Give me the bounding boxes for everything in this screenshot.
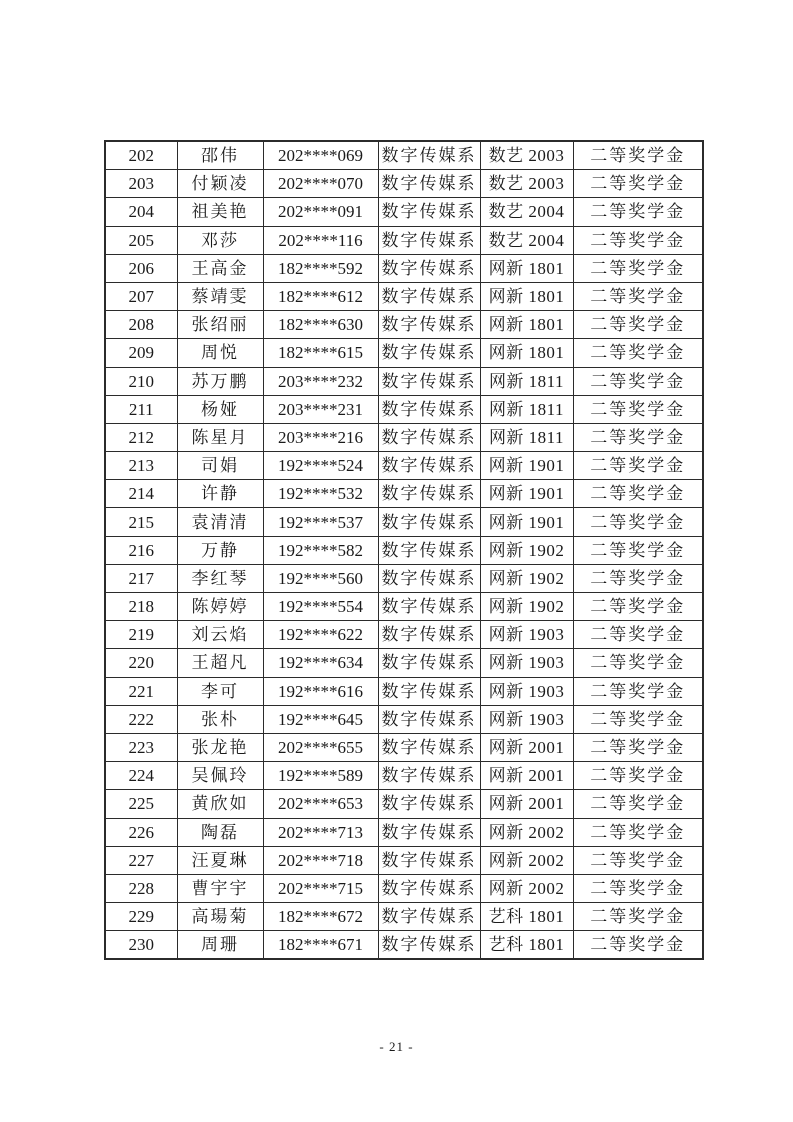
cell-class: 网新 1901: [480, 480, 573, 508]
cell-award: 二等奖学金: [573, 226, 703, 254]
cell-index: 215: [105, 508, 177, 536]
cell-student-id: 192****560: [263, 564, 378, 592]
table-row: [105, 452, 703, 480]
table-row: [105, 198, 703, 226]
table-row: [105, 762, 703, 790]
cell-department: 数字传媒系: [378, 649, 480, 677]
cell-name: 袁清清: [177, 508, 263, 536]
cell-class: 网新 1903: [480, 705, 573, 733]
table-row: [105, 141, 703, 170]
cell-index: 208: [105, 311, 177, 339]
cell-award: 二等奖学金: [573, 846, 703, 874]
table-body: [105, 141, 703, 959]
cell-award: 二等奖学金: [573, 367, 703, 395]
table-row: [105, 903, 703, 931]
cell-class: 网新 1801: [480, 339, 573, 367]
table-row: [105, 874, 703, 902]
cell-department: 数字传媒系: [378, 677, 480, 705]
table-row: [105, 733, 703, 761]
cell-index: 203: [105, 170, 177, 198]
cell-award: 二等奖学金: [573, 508, 703, 536]
cell-index: 211: [105, 395, 177, 423]
cell-name: 陶磊: [177, 818, 263, 846]
table-row: [105, 677, 703, 705]
cell-class: 网新 1902: [480, 593, 573, 621]
cell-student-id: 182****672: [263, 903, 378, 931]
cell-award: 二等奖学金: [573, 705, 703, 733]
cell-student-id: 192****589: [263, 762, 378, 790]
cell-name: 王超凡: [177, 649, 263, 677]
cell-department: 数字传媒系: [378, 874, 480, 902]
cell-award: 二等奖学金: [573, 818, 703, 846]
cell-award: 二等奖学金: [573, 649, 703, 677]
cell-index: 226: [105, 818, 177, 846]
cell-student-id: 202****091: [263, 198, 378, 226]
cell-class: 艺科 1801: [480, 931, 573, 960]
cell-department: 数字传媒系: [378, 141, 480, 170]
cell-student-id: 192****524: [263, 452, 378, 480]
cell-department: 数字传媒系: [378, 564, 480, 592]
cell-name: 李红琴: [177, 564, 263, 592]
cell-index: 214: [105, 480, 177, 508]
cell-student-id: 192****616: [263, 677, 378, 705]
cell-department: 数字传媒系: [378, 311, 480, 339]
cell-name: 邵伟: [177, 141, 263, 170]
cell-class: 艺科 1801: [480, 903, 573, 931]
cell-department: 数字传媒系: [378, 818, 480, 846]
cell-student-id: 192****554: [263, 593, 378, 621]
cell-name: 张龙艳: [177, 733, 263, 761]
table-row: [105, 339, 703, 367]
cell-student-id: 202****655: [263, 733, 378, 761]
cell-award: 二等奖学金: [573, 423, 703, 451]
cell-name: 万静: [177, 536, 263, 564]
cell-class: 网新 1902: [480, 564, 573, 592]
cell-class: 网新 2001: [480, 733, 573, 761]
cell-award: 二等奖学金: [573, 874, 703, 902]
cell-name: 蔡靖雯: [177, 282, 263, 310]
table-row: [105, 423, 703, 451]
cell-class: 网新 2002: [480, 874, 573, 902]
cell-award: 二等奖学金: [573, 170, 703, 198]
cell-department: 数字传媒系: [378, 536, 480, 564]
cell-name: 陈婷婷: [177, 593, 263, 621]
cell-award: 二等奖学金: [573, 903, 703, 931]
cell-index: 230: [105, 931, 177, 960]
cell-award: 二等奖学金: [573, 311, 703, 339]
cell-award: 二等奖学金: [573, 395, 703, 423]
cell-index: 221: [105, 677, 177, 705]
cell-award: 二等奖学金: [573, 254, 703, 282]
cell-student-id: 192****532: [263, 480, 378, 508]
cell-class: 网新 1801: [480, 254, 573, 282]
cell-class: 网新 1811: [480, 423, 573, 451]
table-row: [105, 536, 703, 564]
table-row: [105, 790, 703, 818]
cell-department: 数字传媒系: [378, 367, 480, 395]
cell-class: 网新 1801: [480, 282, 573, 310]
cell-department: 数字传媒系: [378, 170, 480, 198]
cell-class: 网新 1903: [480, 677, 573, 705]
cell-department: 数字传媒系: [378, 790, 480, 818]
cell-department: 数字传媒系: [378, 254, 480, 282]
cell-index: 225: [105, 790, 177, 818]
cell-student-id: 182****630: [263, 311, 378, 339]
page-number: - 21 -: [379, 1039, 414, 1054]
cell-class: 网新 1901: [480, 508, 573, 536]
cell-department: 数字传媒系: [378, 198, 480, 226]
cell-student-id: 182****671: [263, 931, 378, 960]
cell-name: 曹宇宇: [177, 874, 263, 902]
cell-name: 王高金: [177, 254, 263, 282]
cell-student-id: 202****653: [263, 790, 378, 818]
scholarship-table-container: [104, 140, 702, 960]
cell-award: 二等奖学金: [573, 282, 703, 310]
cell-name: 周珊: [177, 931, 263, 960]
cell-department: 数字传媒系: [378, 339, 480, 367]
cell-name: 刘云焰: [177, 621, 263, 649]
table-row: [105, 705, 703, 733]
cell-department: 数字传媒系: [378, 931, 480, 960]
cell-department: 数字传媒系: [378, 508, 480, 536]
cell-name: 张绍丽: [177, 311, 263, 339]
cell-index: 202: [105, 141, 177, 170]
cell-index: 207: [105, 282, 177, 310]
cell-student-id: 202****713: [263, 818, 378, 846]
cell-department: 数字传媒系: [378, 733, 480, 761]
table-row: [105, 621, 703, 649]
table-row: [105, 480, 703, 508]
cell-student-id: 192****622: [263, 621, 378, 649]
cell-index: 217: [105, 564, 177, 592]
scholarship-table: [104, 140, 704, 960]
cell-award: 二等奖学金: [573, 677, 703, 705]
cell-class: 数艺 2004: [480, 226, 573, 254]
cell-department: 数字传媒系: [378, 593, 480, 621]
cell-student-id: 192****645: [263, 705, 378, 733]
cell-student-id: 202****718: [263, 846, 378, 874]
cell-index: 209: [105, 339, 177, 367]
cell-department: 数字传媒系: [378, 423, 480, 451]
cell-index: 223: [105, 733, 177, 761]
cell-name: 司娟: [177, 452, 263, 480]
cell-award: 二等奖学金: [573, 536, 703, 564]
table-row: [105, 931, 703, 960]
cell-name: 杨娅: [177, 395, 263, 423]
table-row: [105, 282, 703, 310]
table-row: [105, 226, 703, 254]
cell-index: 206: [105, 254, 177, 282]
cell-class: 网新 1811: [480, 367, 573, 395]
cell-student-id: 203****232: [263, 367, 378, 395]
cell-index: 220: [105, 649, 177, 677]
cell-name: 苏万鹏: [177, 367, 263, 395]
cell-student-id: 192****537: [263, 508, 378, 536]
cell-student-id: 202****069: [263, 141, 378, 170]
cell-name: 付颖凌: [177, 170, 263, 198]
cell-class: 网新 1903: [480, 621, 573, 649]
cell-award: 二等奖学金: [573, 931, 703, 960]
cell-name: 祖美艳: [177, 198, 263, 226]
cell-department: 数字传媒系: [378, 395, 480, 423]
table-row: [105, 846, 703, 874]
cell-class: 数艺 2004: [480, 198, 573, 226]
cell-award: 二等奖学金: [573, 762, 703, 790]
table-row: [105, 564, 703, 592]
cell-student-id: 192****582: [263, 536, 378, 564]
cell-department: 数字传媒系: [378, 705, 480, 733]
cell-award: 二等奖学金: [573, 339, 703, 367]
table-row: [105, 311, 703, 339]
table-row: [105, 649, 703, 677]
cell-index: 229: [105, 903, 177, 931]
cell-name: 吴佩玲: [177, 762, 263, 790]
cell-department: 数字传媒系: [378, 480, 480, 508]
cell-student-id: 182****612: [263, 282, 378, 310]
cell-name: 许静: [177, 480, 263, 508]
cell-index: 222: [105, 705, 177, 733]
cell-student-id: 182****615: [263, 339, 378, 367]
cell-award: 二等奖学金: [573, 733, 703, 761]
cell-award: 二等奖学金: [573, 452, 703, 480]
cell-award: 二等奖学金: [573, 593, 703, 621]
cell-student-id: 192****634: [263, 649, 378, 677]
table-row: [105, 254, 703, 282]
cell-index: 213: [105, 452, 177, 480]
table-row: [105, 593, 703, 621]
cell-name: 黄欣如: [177, 790, 263, 818]
table-row: [105, 367, 703, 395]
cell-department: 数字传媒系: [378, 762, 480, 790]
cell-name: 高瑒菊: [177, 903, 263, 931]
cell-department: 数字传媒系: [378, 903, 480, 931]
table-row: [105, 395, 703, 423]
cell-class: 网新 2001: [480, 790, 573, 818]
cell-award: 二等奖学金: [573, 141, 703, 170]
cell-class: 数艺 2003: [480, 170, 573, 198]
cell-class: 网新 1903: [480, 649, 573, 677]
cell-department: 数字传媒系: [378, 846, 480, 874]
cell-department: 数字传媒系: [378, 621, 480, 649]
cell-index: 216: [105, 536, 177, 564]
cell-name: 汪夏琳: [177, 846, 263, 874]
cell-department: 数字传媒系: [378, 452, 480, 480]
cell-name: 李可: [177, 677, 263, 705]
cell-index: 218: [105, 593, 177, 621]
table-row: [105, 818, 703, 846]
cell-class: 数艺 2003: [480, 141, 573, 170]
cell-index: 205: [105, 226, 177, 254]
cell-class: 网新 1902: [480, 536, 573, 564]
cell-name: 张朴: [177, 705, 263, 733]
table-row: [105, 170, 703, 198]
cell-class: 网新 1901: [480, 452, 573, 480]
cell-student-id: 203****231: [263, 395, 378, 423]
cell-index: 210: [105, 367, 177, 395]
cell-student-id: 182****592: [263, 254, 378, 282]
cell-index: 204: [105, 198, 177, 226]
cell-name: 陈星月: [177, 423, 263, 451]
cell-student-id: 202****116: [263, 226, 378, 254]
cell-class: 网新 2002: [480, 846, 573, 874]
cell-award: 二等奖学金: [573, 621, 703, 649]
cell-index: 227: [105, 846, 177, 874]
cell-index: 212: [105, 423, 177, 451]
cell-student-id: 202****070: [263, 170, 378, 198]
cell-award: 二等奖学金: [573, 564, 703, 592]
cell-award: 二等奖学金: [573, 790, 703, 818]
cell-index: 224: [105, 762, 177, 790]
cell-name: 周悦: [177, 339, 263, 367]
cell-index: 219: [105, 621, 177, 649]
cell-class: 网新 2001: [480, 762, 573, 790]
cell-department: 数字传媒系: [378, 282, 480, 310]
cell-department: 数字传媒系: [378, 226, 480, 254]
cell-index: 228: [105, 874, 177, 902]
cell-award: 二等奖学金: [573, 480, 703, 508]
cell-class: 网新 2002: [480, 818, 573, 846]
cell-class: 网新 1811: [480, 395, 573, 423]
cell-name: 邓莎: [177, 226, 263, 254]
cell-class: 网新 1801: [480, 311, 573, 339]
cell-award: 二等奖学金: [573, 198, 703, 226]
table-row: [105, 508, 703, 536]
cell-student-id: 202****715: [263, 874, 378, 902]
cell-student-id: 203****216: [263, 423, 378, 451]
